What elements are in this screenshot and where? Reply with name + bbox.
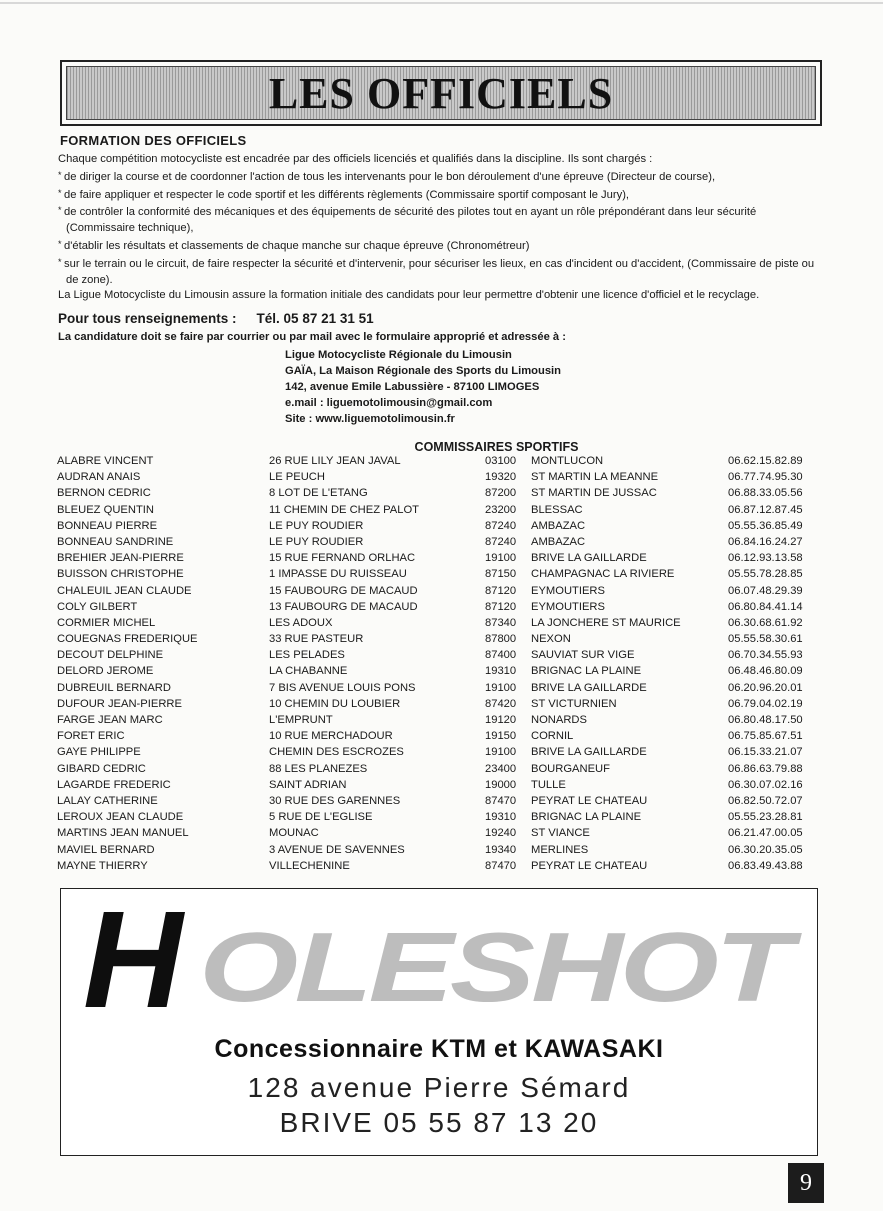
official-name: DUFOUR JEAN-PIERRE: [57, 697, 182, 710]
holeshot-logo: [73, 897, 803, 1017]
official-row: [0, 730, 883, 746]
official-row: [0, 860, 883, 876]
official-postcode: 19240: [485, 827, 517, 840]
official-name: DELORD JEROME: [57, 665, 154, 678]
official-name: BLEUEZ QUENTIN: [57, 503, 154, 516]
official-phone: 06.88.33.05.56: [728, 487, 803, 500]
official-phone: 06.30.07.02.16: [728, 778, 803, 791]
official-address: MOUNAC: [269, 827, 319, 840]
formation-closing: La Ligue Motocycliste du Limousin assure la formation initiale des candidats pour leur permettre d'obtenir une licence d'officiel et le recyclage.: [58, 289, 760, 302]
official-phone: 06.79.04.02.19: [728, 697, 803, 710]
official-row: [0, 665, 883, 681]
official-address: L'EMPRUNT: [269, 714, 333, 726]
official-address: 5 RUE DE L'EGLISE: [269, 811, 373, 824]
formation-text: [58, 152, 826, 304]
official-phone: 06.87.12.87.45: [728, 503, 803, 516]
official-row: [0, 779, 883, 795]
official-phone: 05.55.23.28.81: [728, 811, 803, 824]
info-label: Pour tous renseignements :: [58, 311, 237, 326]
official-city: ST MARTIN LA MEANNE: [531, 471, 659, 484]
official-phone: 06.15.33.21.07: [728, 746, 803, 759]
address-line: Ligue Motocycliste Régionale du Limousin: [285, 349, 512, 361]
official-city: BOURGANEUF: [531, 762, 610, 775]
formation-intro: Chaque compétition motocycliste est encadrée par des officiels licenciés et qualifiés dans la discipline. Ils sont chargés :: [58, 153, 653, 165]
official-phone: 06.84.16.24.27: [728, 535, 803, 548]
official-address: 3 AVENUE DE SAVENNES: [269, 843, 405, 856]
postal-address: [285, 347, 561, 427]
official-address: LES PELADES: [269, 649, 345, 662]
logo-letters-rest: OLESHOT: [199, 912, 803, 1017]
official-name: LAGARDE FREDERIC: [57, 778, 171, 791]
formation-bullet: * de contrôler la conformité des mécaniques et des équipements de sécurité des pilotes tout en ayant un rôle prépondérant dans leur sécurité (Commissaire technique),: [58, 203, 826, 237]
official-city: EYMOUTIERS: [531, 584, 605, 597]
official-phone: 06.82.50.72.07: [728, 794, 803, 807]
official-row: [0, 471, 883, 487]
official-phone: 06.07.48.29.39: [728, 584, 803, 597]
official-city: ST VICTURNIEN: [531, 697, 617, 710]
official-address: 30 RUE DES GARENNES: [269, 794, 401, 807]
address-line: GAÏA, La Maison Régionale des Sports du Limousin: [285, 365, 561, 377]
title-banner: [60, 60, 822, 126]
commissaires-heading: [0, 440, 883, 454]
formation-bullet: * de diriger la course et de coordonner l'action de tous les intervenants pour le bon déroulement d'une épreuve (Directeur de course),: [58, 168, 826, 186]
ad-city-phone: BRIVE 05 55 87 13 20: [279, 1107, 599, 1138]
official-phone: 06.75.85.67.51: [728, 730, 803, 743]
official-name: AUDRAN ANAIS: [57, 471, 141, 484]
ad-address: 128 avenue Pierre Sémard: [247, 1072, 631, 1103]
official-row: [0, 520, 883, 536]
official-address: 33 RUE PASTEUR: [269, 633, 364, 646]
official-name: DUBREUIL BERNARD: [57, 681, 171, 694]
official-phone: 06.21.47.00.05: [728, 827, 803, 840]
official-city: CORNIL: [531, 730, 574, 743]
official-postcode: 87400: [485, 649, 517, 662]
official-name: LALAY CATHERINE: [57, 794, 158, 807]
official-phone: 06.12.93.13.58: [728, 552, 803, 565]
official-postcode: 19000: [485, 778, 517, 791]
official-address: LE PEUCH: [269, 471, 325, 484]
official-row: [0, 649, 883, 665]
official-row: [0, 617, 883, 633]
website-line: Site : www.liguemotolimousin.fr: [285, 413, 455, 425]
official-postcode: 23400: [485, 762, 517, 775]
official-name: BERNON CEDRIC: [57, 487, 151, 500]
official-postcode: 87240: [485, 519, 517, 532]
official-postcode: 19340: [485, 843, 517, 856]
official-postcode: 19120: [485, 714, 517, 726]
official-row: [0, 633, 883, 649]
official-address: LE PUY ROUDIER: [269, 535, 364, 548]
official-name: FORET ERIC: [57, 730, 125, 743]
formation-heading: FORMATION DES OFFICIELS: [60, 133, 247, 148]
official-postcode: 87240: [485, 535, 517, 548]
official-city: PEYRAT LE CHATEAU: [531, 794, 648, 807]
formation-bullet: * d'établir les résultats et classements de chaque manche sur chaque épreuve (Chronométreur): [58, 237, 826, 255]
official-name: BUISSON CHRISTOPHE: [57, 568, 184, 581]
official-phone: 06.80.84.41.14: [728, 600, 803, 613]
official-city: BLESSAC: [531, 503, 583, 516]
official-phone: 06.80.48.17.50: [728, 714, 803, 726]
official-phone: 06.62.15.82.89: [728, 455, 803, 467]
candidature-text: La candidature doit se faire par courrier ou par mail avec le formulaire approprié et adressée à :: [58, 331, 566, 343]
official-name: LEROUX JEAN CLAUDE: [57, 811, 184, 824]
official-name: FARGE JEAN MARC: [57, 714, 163, 726]
official-name: ALABRE VINCENT: [57, 455, 154, 467]
official-row: [0, 746, 883, 762]
official-name: GIBARD CEDRIC: [57, 762, 146, 775]
official-address: 7 BIS AVENUE LOUIS PONS: [269, 681, 416, 694]
official-postcode: 03100: [485, 455, 517, 467]
holeshot-advertisement: [60, 888, 818, 1156]
page-number: 9: [788, 1163, 824, 1203]
official-name: COLY GILBERT: [57, 600, 138, 613]
official-postcode: 87150: [485, 568, 517, 581]
official-phone: 06.48.46.80.09: [728, 665, 803, 678]
official-address: SAINT ADRIAN: [269, 778, 347, 791]
official-address: 13 FAUBOURG DE MACAUD: [269, 600, 418, 613]
official-city: ST MARTIN DE JUSSAC: [531, 487, 657, 500]
official-city: EYMOUTIERS: [531, 600, 605, 613]
info-line: [58, 311, 374, 326]
official-name: MAYNE THIERRY: [57, 859, 148, 872]
official-address: LA CHABANNE: [269, 665, 348, 678]
official-postcode: 19100: [485, 746, 517, 759]
official-postcode: 87470: [485, 794, 517, 807]
official-postcode: 19150: [485, 730, 517, 743]
official-phone: 06.70.34.55.93: [728, 649, 803, 662]
official-row: [0, 552, 883, 568]
official-address: 1 IMPASSE DU RUISSEAU: [269, 568, 407, 581]
official-name: MAVIEL BERNARD: [57, 843, 155, 856]
official-row: [0, 844, 883, 860]
official-row: [0, 504, 883, 520]
official-city: MONTLUCON: [531, 455, 604, 467]
title-banner-inner: [66, 66, 816, 120]
official-city: CHAMPAGNAC LA RIVIERE: [531, 568, 675, 581]
official-postcode: 87120: [485, 584, 517, 597]
official-row: [0, 763, 883, 779]
official-city: AMBAZAC: [531, 535, 586, 548]
top-rule: [0, 2, 883, 4]
commissaires-heading-text: COMMISSAIRES SPORTIFS: [414, 440, 579, 454]
email-line: e.mail : liguemotolimousin@gmail.com: [285, 397, 493, 409]
official-address: 10 RUE MERCHADOUR: [269, 730, 393, 743]
official-city: BRIGNAC LA PLAINE: [531, 665, 642, 678]
official-address: 10 CHEMIN DU LOUBIER: [269, 697, 401, 710]
official-city: SAUVIAT SUR VIGE: [531, 649, 635, 662]
official-name: BONNEAU PIERRE: [57, 519, 158, 532]
official-name: DECOUT DELPHINE: [57, 649, 164, 662]
official-address: 15 RUE FERNAND ORLHAC: [269, 552, 416, 565]
formation-bullet: * sur le terrain ou le circuit, de faire respecter la sécurité et d'intervenir, pour sécuriser les lieux, en cas d'incident ou d'accident, (Commissaire de piste ou de zone).: [58, 255, 826, 289]
official-city: BRIVE LA GAILLARDE: [531, 681, 647, 694]
official-address: 88 LES PLANEZES: [269, 762, 368, 775]
official-city: AMBAZAC: [531, 519, 586, 532]
official-postcode: 87800: [485, 633, 517, 646]
contact-phone: Tél. 05 87 21 31 51: [256, 311, 374, 326]
official-row: [0, 455, 883, 471]
official-city: MERLINES: [531, 843, 589, 856]
official-postcode: 19100: [485, 552, 517, 565]
official-phone: 06.83.49.43.88: [728, 859, 803, 872]
official-row: [0, 601, 883, 617]
official-row: [0, 536, 883, 552]
official-phone: 06.20.96.20.01: [728, 681, 803, 694]
official-city: PEYRAT LE CHATEAU: [531, 859, 648, 872]
official-phone: 05.55.78.28.85: [728, 568, 803, 581]
official-city: BRIVE LA GAILLARDE: [531, 746, 647, 759]
official-name: CHALEUIL JEAN CLAUDE: [57, 584, 192, 597]
official-name: BREHIER JEAN-PIERRE: [57, 552, 184, 565]
official-row: [0, 714, 883, 730]
official-address: LES ADOUX: [269, 616, 333, 629]
official-postcode: 19310: [485, 665, 517, 678]
official-postcode: 23200: [485, 503, 517, 516]
address-line: 142, avenue Emile Labussière - 87100 LIMOGES: [285, 381, 540, 393]
official-row: [0, 698, 883, 714]
official-row: [0, 585, 883, 601]
official-postcode: 87470: [485, 859, 517, 872]
official-row: [0, 487, 883, 503]
official-postcode: 19310: [485, 811, 517, 824]
official-city: ST VIANCE: [531, 827, 590, 840]
official-postcode: 19320: [485, 471, 517, 484]
official-name: CORMIER MICHEL: [57, 616, 156, 629]
official-phone: 06.30.20.35.05: [728, 843, 803, 856]
official-phone: 06.77.74.95.30: [728, 471, 803, 484]
official-city: NONARDS: [531, 714, 587, 726]
official-postcode: 19100: [485, 681, 517, 694]
official-name: COUEGNAS FREDERIQUE: [57, 633, 198, 646]
official-row: [0, 682, 883, 698]
official-phone: 05.55.58.30.61: [728, 633, 803, 646]
official-address: 11 CHEMIN DE CHEZ PALOT: [269, 503, 420, 516]
official-phone: 06.86.63.79.88: [728, 762, 803, 775]
official-city: TULLE: [531, 778, 566, 791]
official-address: LE PUY ROUDIER: [269, 519, 364, 532]
official-row: [0, 568, 883, 584]
logo-letter-h: H: [83, 897, 183, 1017]
official-city: NEXON: [531, 633, 571, 646]
official-city: BRIGNAC LA PLAINE: [531, 811, 642, 824]
official-postcode: 87340: [485, 616, 517, 629]
official-address: 26 RUE LILY JEAN JAVAL: [269, 455, 401, 467]
official-address: CHEMIN DES ESCROZES: [269, 746, 404, 759]
official-phone: 06.30.68.61.92: [728, 616, 803, 629]
official-row: [0, 827, 883, 843]
official-row: [0, 795, 883, 811]
official-row: [0, 811, 883, 827]
ad-subtitle: Concessionnaire KTM et KAWASAKI: [214, 1035, 664, 1063]
official-address: 15 FAUBOURG DE MACAUD: [269, 584, 418, 597]
official-address: VILLECHENINE: [269, 859, 350, 872]
official-phone: 05.55.36.85.49: [728, 519, 803, 532]
official-city: LA JONCHERE ST MAURICE: [531, 616, 681, 629]
formation-bullet: * de faire appliquer et respecter le code sportif et les différents règlements (Commissaire sportif composant le Jury),: [58, 186, 826, 204]
official-postcode: 87420: [485, 697, 517, 710]
official-name: BONNEAU SANDRINE: [57, 535, 174, 548]
official-address: 8 LOT DE L'ETANG: [269, 487, 368, 500]
page-title: LES OFFICIELS: [268, 68, 614, 118]
official-city: BRIVE LA GAILLARDE: [531, 552, 647, 565]
official-postcode: 87120: [485, 600, 517, 613]
official-name: MARTINS JEAN MANUEL: [57, 827, 189, 840]
official-name: GAYE PHILIPPE: [57, 746, 141, 759]
official-postcode: 87200: [485, 487, 517, 500]
commissaires-list: [0, 455, 883, 876]
